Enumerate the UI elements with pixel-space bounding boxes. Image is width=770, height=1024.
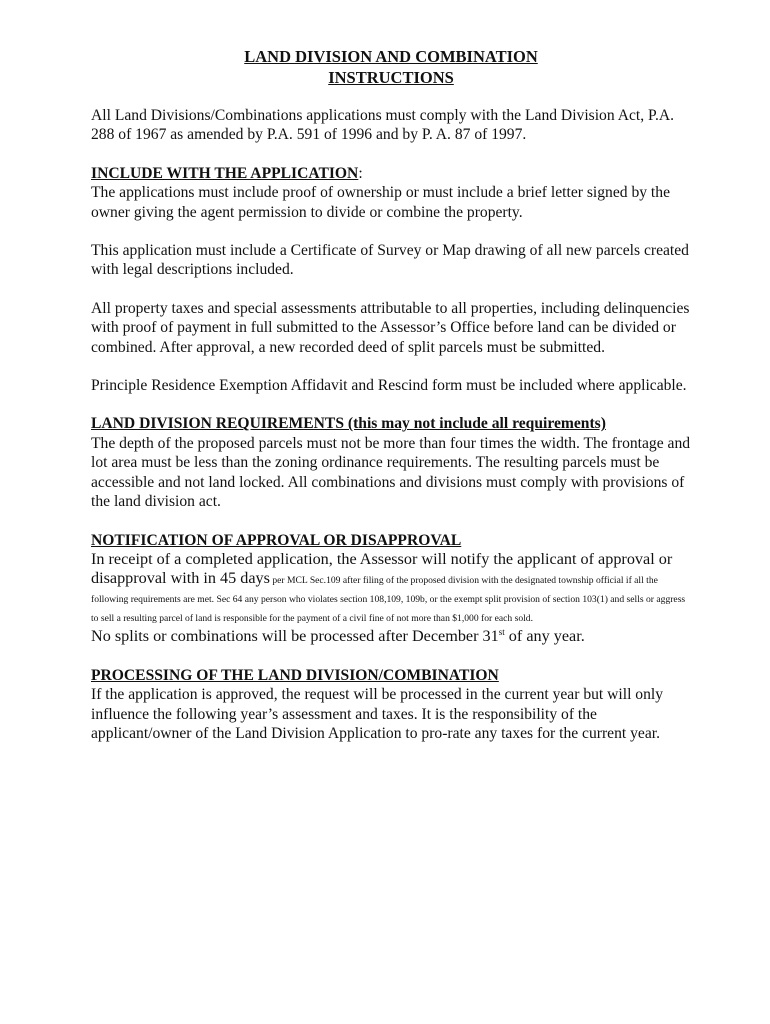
deadline-notice [91, 626, 691, 647]
ownership-paragraph: The applications must include proof of ownership or must include a brief letter signed by the owner giving the agent permission to divide or combine the property. [91, 184, 670, 221]
notification-paragraph [91, 550, 691, 626]
notification-main-text: In receipt of a completed application, the Assessor will notify the applicant of approval or disapproval with in 45 days [91, 549, 673, 587]
title-line-1: LAND DIVISION AND COMBINATION [244, 47, 538, 66]
intro-paragraph: All Land Divisions/Combinations applications must comply with the Land Division Act, P.A. 288 of 1967 as amended by P.A. 591 of 1996 and by P. A. 87 of 1997. [91, 107, 675, 144]
section-processing [91, 666, 691, 744]
section-heading: NOTIFICATION OF APPROVAL OR DISAPPROVAL [91, 531, 462, 549]
notification-fine-print: per MCL Sec.109 after filing of the proposed division with the designated township official if all the following requirements are met. Sec 64 any person who violates section 108,109, 109b, or the exempt split provision of section 103(1) and sells or aggress to sell a resulting parcel of land is responsible for the payment of a civil fine of not more than $1,000 for each sold. [91, 574, 686, 624]
deadline-text: No splits or combinations will be processed after December 31 [91, 626, 499, 645]
section-heading: INCLUDE WITH THE APPLICATION [91, 164, 359, 182]
title-line-2: INSTRUCTIONS [328, 68, 454, 87]
processing-paragraph: If the application is approved, the request will be processed in the current year but will only influence the following year’s assessment and taxes. It is the responsibility of the applicant/owner of the Land Division Application to pro-rate any taxes for the current year. [91, 686, 664, 743]
taxes-paragraph: All property taxes and special assessments attributable to all properties, including delinquencies with proof of payment in full submitted to the Assessor’s Office before land can be divided or combined. After approval, a new recorded deed of split parcels must be submitted. [91, 299, 690, 356]
requirements-paragraph: The depth of the proposed parcels must not be more than four times the width. The frontage and lot area must be less than the zoning ordinance requirements. The resulting parcels must be accessible and not land locked. All combinations and divisions must comply with provisions of the land division act. [91, 434, 691, 511]
heading-colon: : [358, 164, 363, 182]
deadline-suffix: of any year. [504, 626, 585, 645]
section-heading: PROCESSING OF THE LAND DIVISION/COMBINATION [91, 666, 499, 684]
section-heading-line [91, 164, 691, 183]
section-heading-line [91, 531, 691, 550]
section-heading-line [91, 666, 691, 685]
document-page [91, 46, 691, 763]
section-notification [91, 531, 691, 647]
survey-paragraph: This application must include a Certificate of Survey or Map drawing of all new parcels created with legal descriptions included. [91, 242, 689, 279]
section-heading-line [91, 414, 691, 433]
section-land-division-requirements [91, 414, 691, 511]
section-heading: LAND DIVISION REQUIREMENTS (this may not include all requirements) [91, 415, 606, 433]
deadline-ordinal: st [498, 626, 505, 637]
document-title [91, 46, 691, 88]
section-include-with-application [91, 164, 691, 396]
exemption-paragraph: Principle Residence Exemption Affidavit and Rescind form must be included where applicable. [91, 377, 687, 395]
